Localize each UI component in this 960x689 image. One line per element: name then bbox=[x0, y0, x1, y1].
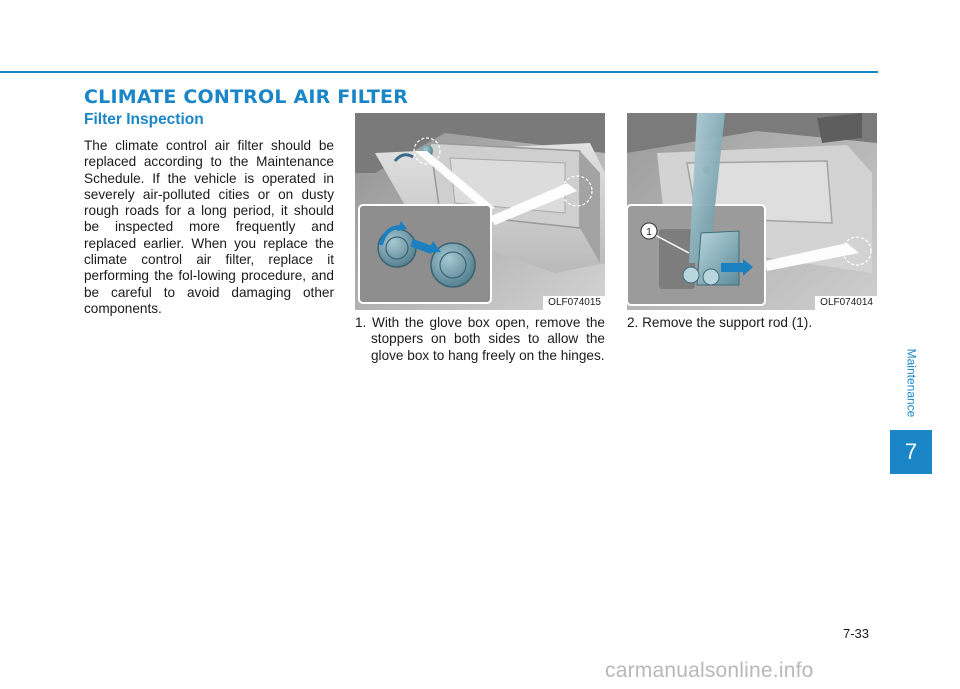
callout-number: 1 bbox=[646, 227, 652, 238]
intro-paragraph: The climate control air filter should be replaced according to the Maintenance Schedule. If the vehicle is operated in severely air-polluted cities or on dusty rough roads for a long period, it should be inspected more frequently and replaced earlier. When you replace the climate control air filter, replace it performing the fol-lowing procedure, and be careful to avoid damaging other components. bbox=[84, 138, 334, 316]
figure-support-rod bbox=[627, 113, 877, 310]
header-rule bbox=[0, 71, 878, 73]
section-title: CLIMATE CONTROL AIR FILTER bbox=[84, 86, 409, 108]
page-number: 7-33 bbox=[843, 626, 870, 641]
chapter-side-label bbox=[899, 340, 923, 426]
support-rod-illustration bbox=[627, 113, 877, 310]
figure-code: OLF074014 bbox=[815, 296, 877, 310]
figure-code: OLF074015 bbox=[543, 296, 605, 310]
step-1: 1. With the glove box open, remove the stoppers on both sides to allow the glove box to hang freely on the hinges. bbox=[355, 315, 605, 363]
subsection-title: Filter Inspection bbox=[84, 111, 204, 128]
chapter-tab: 7 bbox=[890, 430, 932, 474]
figure-glove-box-stoppers bbox=[355, 113, 605, 310]
glove-box-stoppers-illustration bbox=[355, 113, 605, 310]
chapter-name: Maintenance bbox=[904, 348, 918, 418]
watermark: carmanualsonline.info bbox=[605, 659, 814, 682]
step-2: 2. Remove the support rod (1). bbox=[627, 315, 813, 330]
